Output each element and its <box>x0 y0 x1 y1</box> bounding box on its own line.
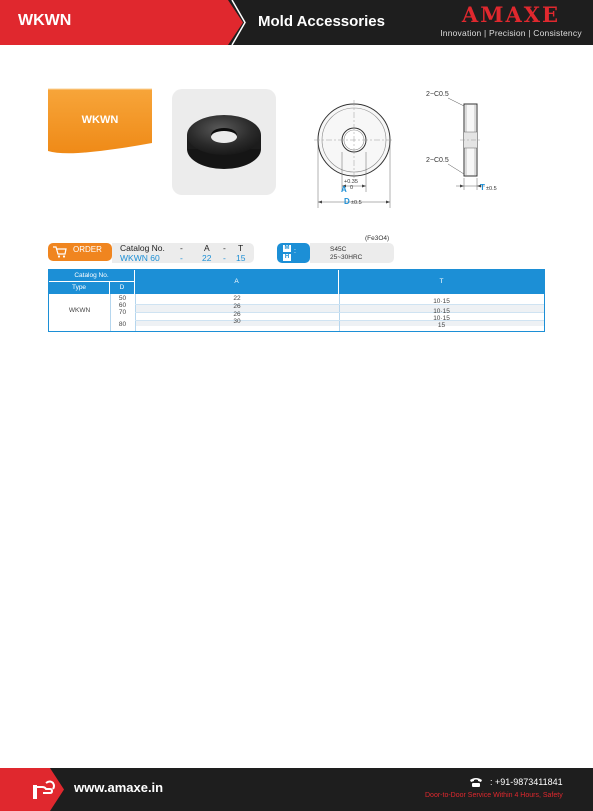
hardness-value: 25~30HRC <box>330 254 363 261</box>
brand-logo <box>437 3 585 38</box>
cell-d-60: 60 <box>118 302 127 309</box>
order-button-label: ORDER <box>73 245 102 254</box>
dim-d-label: D <box>344 197 350 206</box>
material-box <box>310 243 394 263</box>
page-footer <box>0 768 593 811</box>
cell-t-row1: 10·15 <box>433 298 450 305</box>
dim-t-label: T <box>480 183 485 192</box>
th-t: T <box>339 270 544 294</box>
th-d: D <box>110 282 135 294</box>
order-catalog-box <box>112 243 254 263</box>
order-example-dash1: - <box>180 253 183 263</box>
order-header-row <box>120 243 254 253</box>
cell-t-row3: 10·15 <box>433 315 450 322</box>
page-title: WKWN <box>18 12 72 29</box>
dim-d-tol: ±0.5 <box>351 200 362 206</box>
material-badge <box>277 243 310 263</box>
technical-drawing <box>300 82 510 212</box>
order-header-dash1: - <box>180 243 183 253</box>
cell-d-80: 80 <box>118 321 127 328</box>
cell-a-row1: 22 <box>233 295 241 302</box>
phone-number[interactable]: : +91-9873411841 <box>490 777 563 787</box>
material-value: S45C <box>330 246 347 253</box>
chamfer-bottom-label: 2−C0.5 <box>426 157 449 164</box>
order-example-row <box>120 253 254 263</box>
handshake-icon <box>33 779 57 801</box>
order-header-t: T <box>238 243 244 253</box>
delivery-note: Door-to-Door Service Within 4 Hours, Safety <box>425 792 563 799</box>
dim-a-label: A <box>341 185 347 194</box>
material-badge-colon: : <box>294 248 296 255</box>
washer-photo-icon <box>172 89 276 195</box>
order-example-catalog: WKWN 60 <box>120 253 160 263</box>
material-chip-m: M <box>284 245 290 251</box>
cell-d-50: 50 <box>118 295 127 302</box>
brand-tagline: Innovation | Precision | Consistency <box>440 28 582 38</box>
order-example-dash2: - <box>223 253 226 263</box>
tol-zero: 0 <box>350 185 354 191</box>
page-header <box>0 0 593 45</box>
material-note: (Fe3O4) <box>365 235 390 242</box>
chevron-right-icon <box>230 0 246 45</box>
dim-t-tol: ±0.5 <box>486 186 497 192</box>
th-a: A <box>135 270 339 294</box>
cell-t-row4: 15 <box>437 322 446 329</box>
phone-icon <box>469 777 483 788</box>
chamfer-top-label: 2−C0.5 <box>426 91 449 98</box>
order-header-a: A <box>204 243 210 253</box>
order-button[interactable] <box>48 243 112 261</box>
cell-d-70: 70 <box>118 309 127 316</box>
cell-a-row3: 26 <box>233 311 241 318</box>
tol-plus: +0.35 <box>344 179 358 185</box>
dimension-table <box>48 269 545 332</box>
th-type: Type <box>49 282 110 294</box>
order-header-catalog: Catalog No. <box>120 243 165 253</box>
cell-type: WKWN <box>68 307 91 314</box>
cell-t-row2: 10·15 <box>433 308 450 315</box>
th-catalog-no: Catalog No. <box>49 270 135 282</box>
product-label: WKWN <box>81 114 119 126</box>
website-link[interactable]: www.amaxe.in <box>74 780 164 795</box>
cell-a-row4: 30 <box>233 318 241 325</box>
order-example-t: 15 <box>236 253 246 263</box>
brand-name: AMAXE <box>461 2 561 27</box>
product-photo <box>172 89 276 195</box>
hardness-chip-h: H <box>284 254 290 260</box>
cell-a-row2: 26 <box>233 303 241 310</box>
order-example-a: 22 <box>202 253 212 263</box>
section-title: Mold Accessories <box>258 13 385 30</box>
cart-icon <box>53 246 67 258</box>
order-header-dash2: - <box>223 243 226 253</box>
